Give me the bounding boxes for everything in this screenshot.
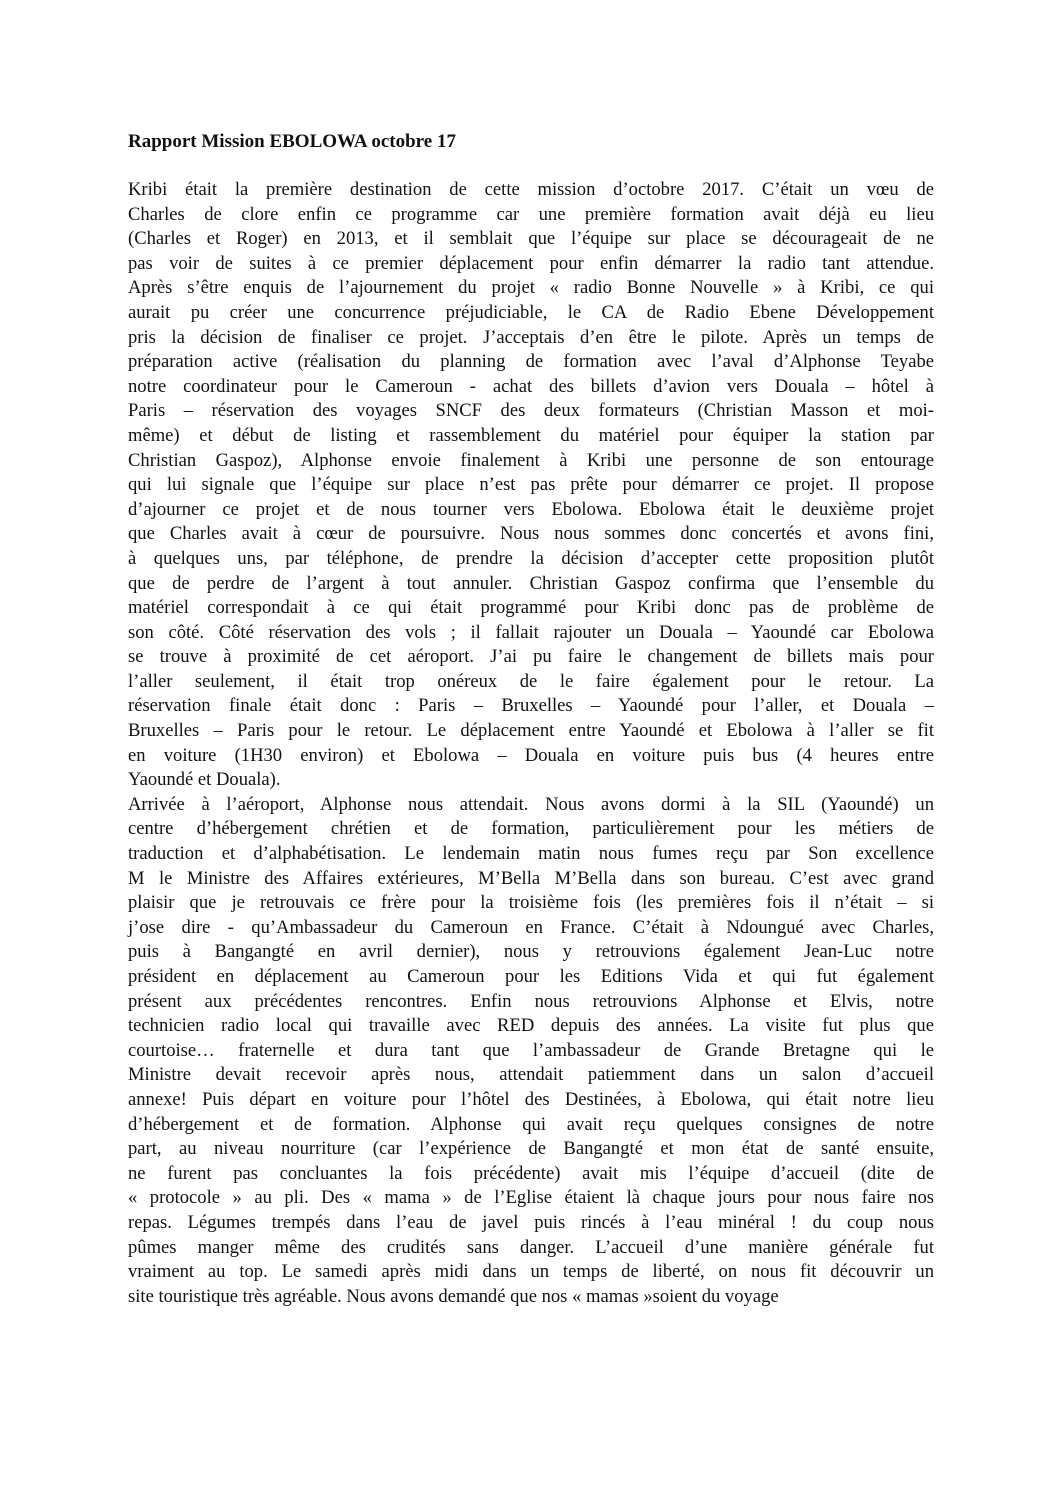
document-body	[128, 178, 934, 1309]
document-title: Rapport Mission EBOLOWA octobre 17	[128, 131, 456, 152]
text-line: Bruxelles – Paris pour le retour. Le déplacement entre Yaoundé et Ebolowa à l’aller se fit	[128, 720, 934, 742]
text-line: que de perdre de l’argent à tout annuler. Christian Gaspoz confirma que l’ensemble du	[128, 572, 934, 594]
text-line: son côté. Côté réservation des vols ; il fallait rajouter un Douala – Yaoundé car Ebolowa	[128, 621, 934, 643]
text-line: pris la décision de finaliser ce projet. J’acceptais d’en être le pilote. Après un temps de	[128, 326, 934, 348]
text-line: préparation active (réalisation du planning de formation avec l’aval d’Alphonse Teyabe	[128, 351, 934, 373]
text-line: pûmes manger même des crudités sans danger. L’accueil d’une manière générale fut	[128, 1236, 934, 1258]
text-line: Christian Gaspoz), Alphonse envoie finalement à Kribi une personne de son entourage	[128, 449, 934, 471]
text-line: (Charles et Roger) en 2013, et il semblait que l’équipe sur place se décourageait de ne	[128, 228, 934, 250]
text-line: site touristique très agréable. Nous avons demandé que nos « mamas »soient du voyage	[128, 1285, 779, 1307]
text-line: Kribi était la première destination de cette mission d’octobre 2017. C’était un vœu de	[128, 179, 934, 200]
text-line: à quelques uns, par téléphone, de prendre la décision d’accepter cette proposition plutôt	[128, 547, 934, 569]
paragraph	[128, 793, 934, 1309]
paragraph	[128, 178, 934, 793]
text-line: repas. Légumes trempés dans l’eau de javel puis rincés à l’eau minéral ! du coup nous	[128, 1211, 934, 1233]
text-line: courtoise… fraternelle et dura tant que l’ambassadeur de Grande Bretagne qui le	[128, 1039, 934, 1061]
text-line: réservation finale était donc : Paris – Bruxelles – Yaoundé pour l’aller, et Douala –	[128, 695, 934, 717]
text-line: d’ajourner ce projet et de nous tourner vers Ebolowa. Ebolowa était le deuxième projet	[128, 498, 934, 520]
text-line: notre coordinateur pour le Cameroun - achat des billets d’avion vers Douala – hôtel à	[128, 375, 934, 397]
text-line: aurait pu créer une concurrence préjudiciable, le CA de Radio Ebene Développement	[128, 301, 934, 323]
text-line: pas voir de suites à ce premier déplacement pour enfin démarrer la radio tant attendue.	[128, 252, 934, 274]
text-line: d’hébergement et de formation. Alphonse qui avait reçu quelques consignes de notre	[128, 1113, 934, 1135]
text-line: Paris – réservation des voyages SNCF des deux formateurs (Christian Masson et moi-	[128, 400, 934, 422]
text-line: l’aller seulement, il était trop onéreux de le faire également pour le retour. La	[128, 670, 934, 692]
text-line: j’ose dire - qu’Ambassadeur du Cameroun en France. C’était à Ndoungué avec Charles,	[128, 916, 934, 938]
text-line: présent aux précédentes rencontres. Enfin nous retrouvions Alphonse et Elvis, notre	[128, 990, 934, 1012]
text-line: président en déplacement au Cameroun pour les Editions Vida et qui fut également	[128, 966, 934, 987]
text-line: matériel correspondait à ce qui était programmé pour Kribi donc pas de problème de	[128, 597, 934, 619]
text-line: en voiture (1H30 environ) et Ebolowa – Douala en voiture puis bus (4 heures entre	[128, 744, 934, 766]
text-line: vraiment au top. Le samedi après midi dans un temps de liberté, on nous fit découvrir un	[128, 1261, 934, 1283]
text-line: Après s’être enquis de l’ajournement du projet « radio Bonne Nouvelle » à Kribi, ce qui	[128, 277, 934, 299]
text-line: Arrivée à l’aéroport, Alphonse nous attendait. Nous avons dormi à la SIL (Yaoundé) un	[128, 793, 934, 815]
text-line: M le Ministre des Affaires extérieures, M’Bella M’Bella dans son bureau. C’est avec grand	[128, 867, 934, 889]
text-line: Charles de clore enfin ce programme car une première formation avait déjà eu lieu	[128, 203, 934, 225]
text-line: centre d’hébergement chrétien et de formation, particulièrement pour les métiers de	[128, 818, 934, 840]
text-line: technicien radio local qui travaille avec RED depuis des années. La visite fut plus que	[128, 1015, 934, 1037]
text-line: ne furent pas concluantes la fois précédente) avait mis l’équipe d’accueil (dite de	[128, 1162, 934, 1184]
text-line: qui lui signale que l’équipe sur place n’est pas prête pour démarrer ce projet. Il propose	[128, 474, 934, 496]
text-line: annexe! Puis départ en voiture pour l’hôtel des Destinées, à Ebolowa, qui était notre lieu	[128, 1088, 934, 1110]
text-line: que Charles avait à cœur de poursuivre. Nous nous sommes donc concertés et avons fini,	[128, 523, 934, 545]
text-line: « protocole » au pli. Des « mama » de l’Eglise étaient là chaque jours pour nous faire nos	[128, 1187, 934, 1209]
text-line: traduction et d’alphabétisation. Le lendemain matin nous fumes reçu par Son excellence	[128, 843, 934, 865]
text-line: même) et début de listing et rassemblement du matériel pour équiper la station par	[128, 424, 934, 446]
text-line: puis à Bangangté en avril dernier), nous y retrouvions également Jean-Luc notre	[128, 941, 934, 963]
text-line: se trouve à proximité de cet aéroport. J’ai pu faire le changement de billets mais pour	[128, 646, 934, 668]
text-line: Yaoundé et Douala).	[128, 769, 281, 791]
text-line: plaisir que je retrouvais ce frère pour la troisième fois (les premières fois il n’était – si	[128, 892, 934, 914]
text-line: part, au niveau nourriture (car l’expérience de Bangangté et mon état de santé ensuite,	[128, 1138, 934, 1160]
text-line: Ministre devait recevoir après nous, attendait patiemment dans un salon d’accueil	[128, 1064, 934, 1086]
